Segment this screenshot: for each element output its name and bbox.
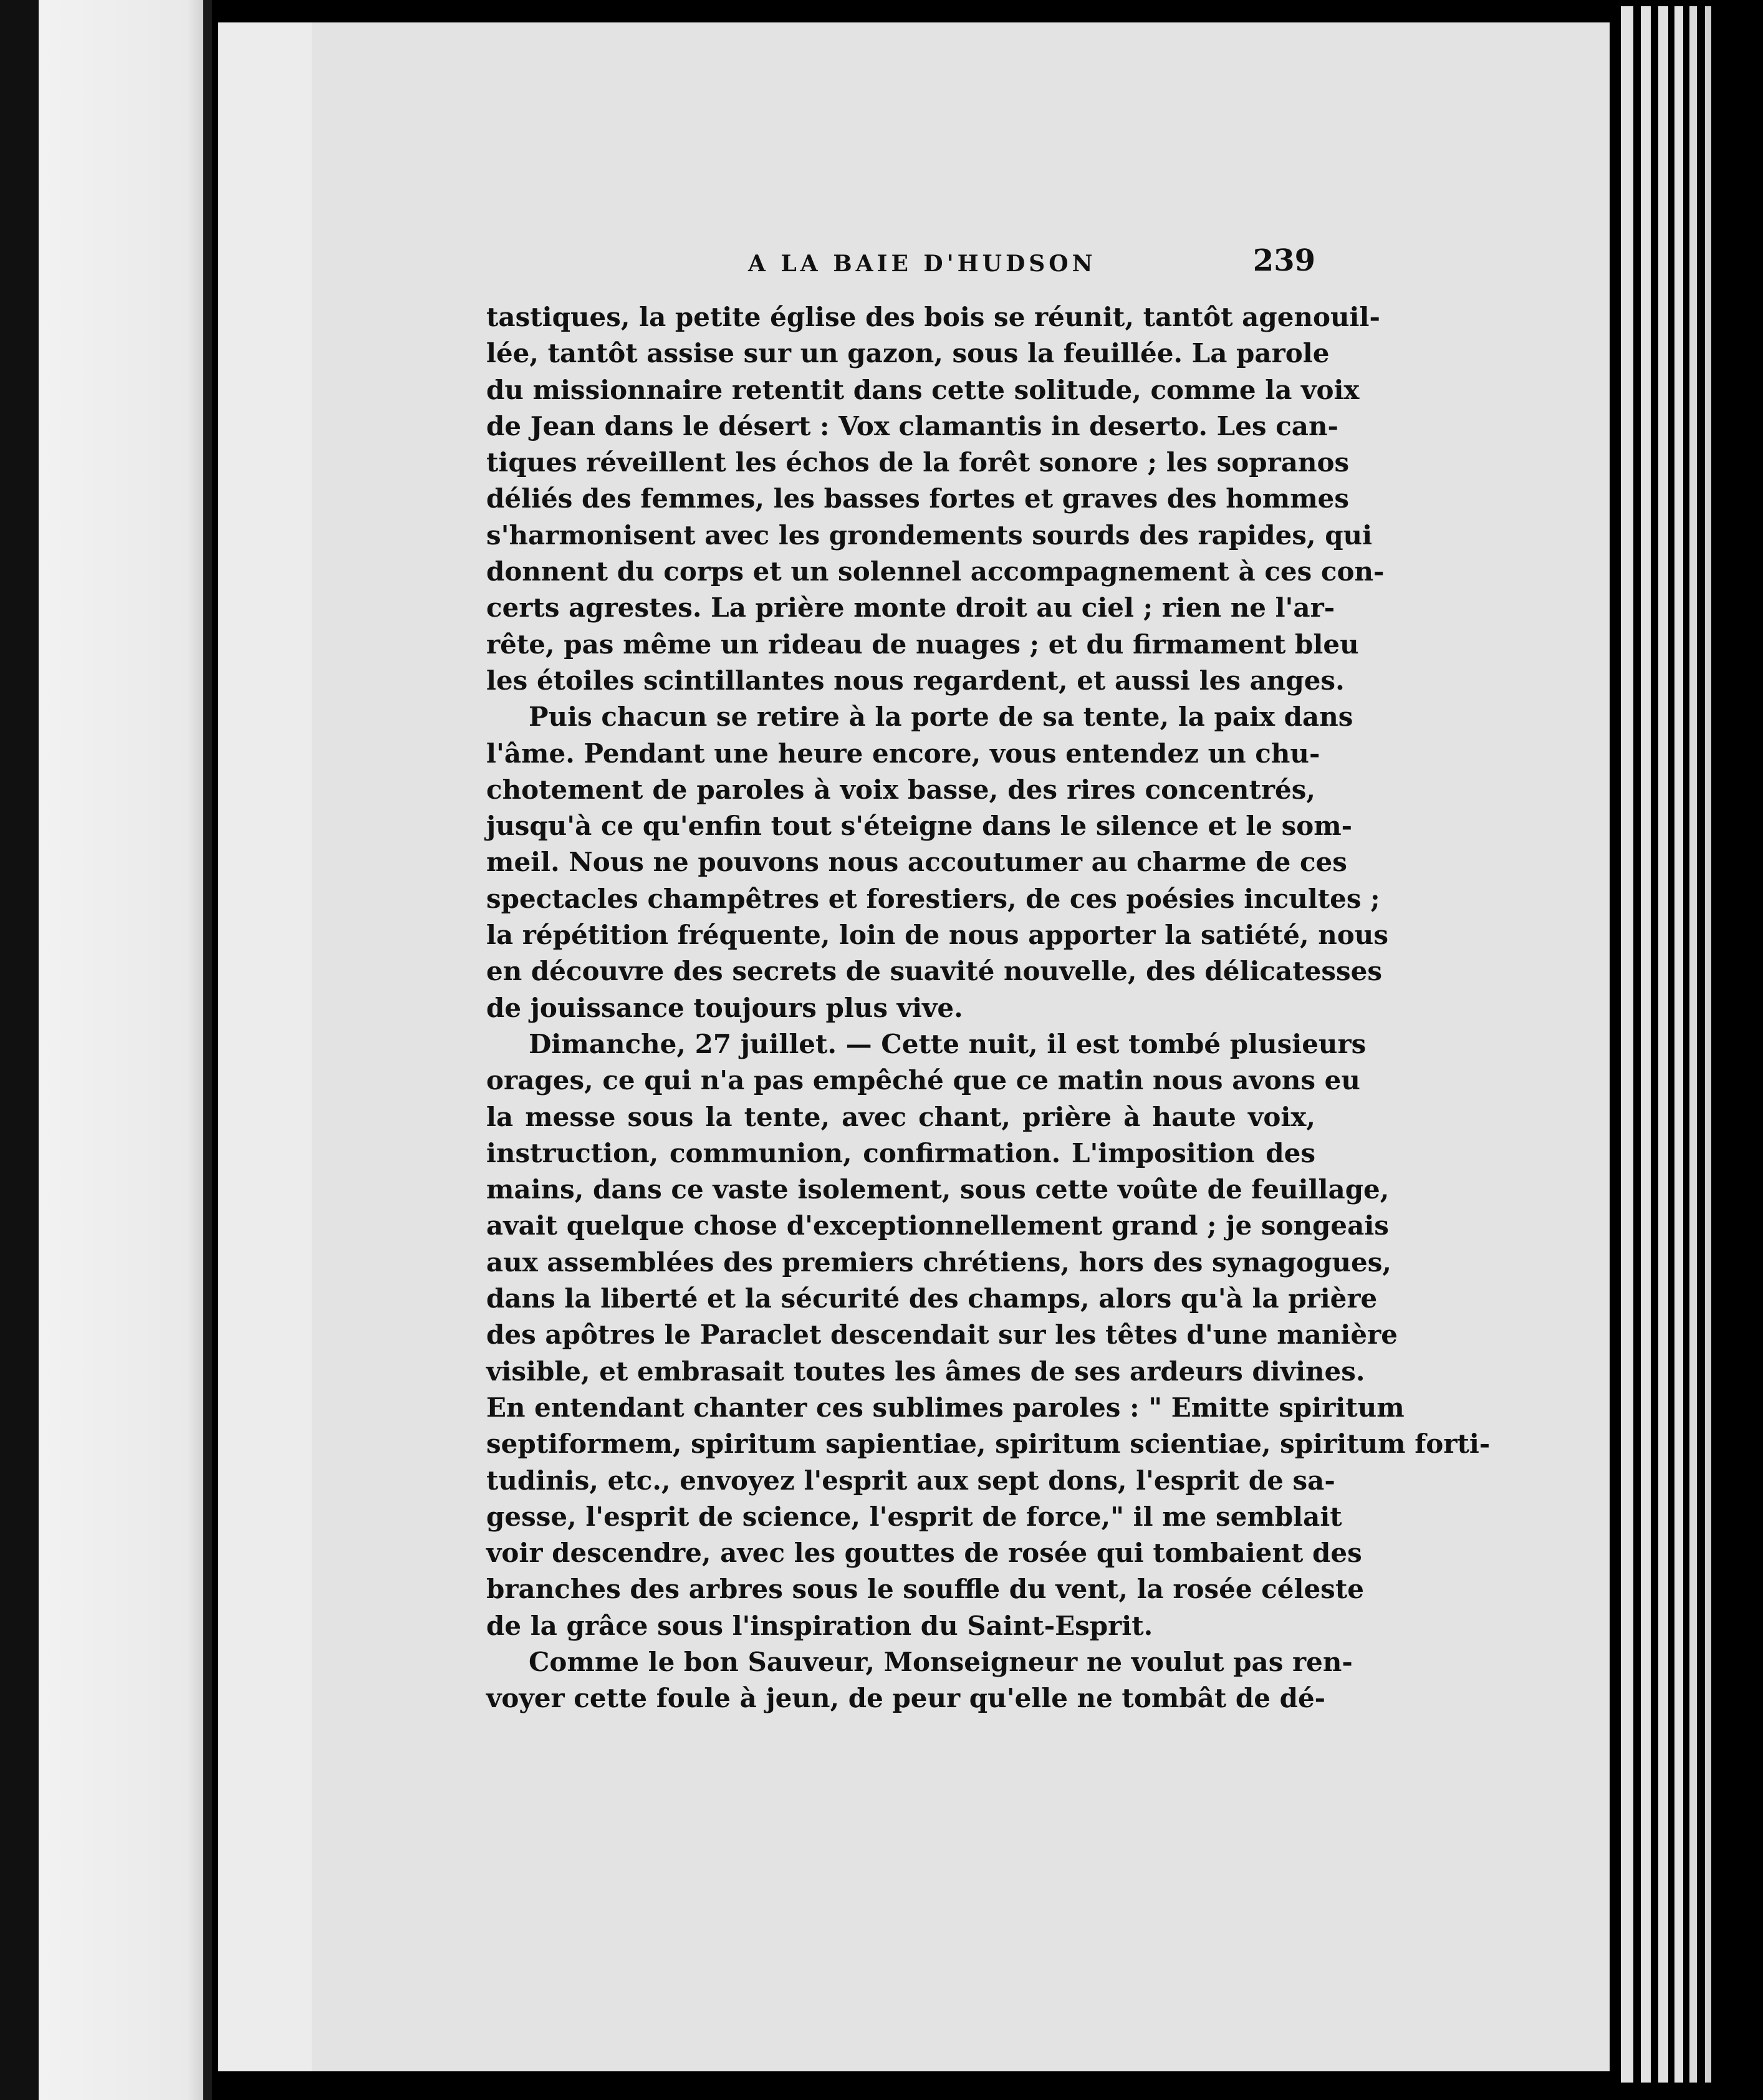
text-line: avait quelque chose d'exceptionnellement grand ; je songeais xyxy=(486,1210,1389,1241)
text-line: l'âme. Pendant une heure encore, vous entendez un chu- xyxy=(486,738,1320,769)
text-line: tudinis, etc., envoyez l'esprit aux sept dons, l'esprit de sa- xyxy=(486,1465,1335,1496)
text-line: Dimanche, 27 juillet. — Cette nuit, il est tombé plusieurs xyxy=(529,1028,1367,1059)
text-line: jusqu'à ce qu'enfin tout s'éteigne dans le silence et le som- xyxy=(486,811,1353,842)
text-line: tiques réveillent les échos de la forêt sonore ; les sopranos xyxy=(486,447,1350,478)
text-line: tastiques, la petite église des bois se réunit, tantôt agenouil- xyxy=(486,302,1380,332)
text-line: du missionnaire retentit dans cette solitude, comme la voix xyxy=(486,374,1360,405)
paragraph xyxy=(486,699,1388,1026)
text-line: en découvre des secrets de suavité nouvelle, des délicatesses xyxy=(486,956,1383,987)
text-line: instruction, communion, confirmation. L'imposition des xyxy=(486,1137,1315,1168)
left-page-edge xyxy=(0,0,212,2100)
text-line: spectacles champêtres et forestiers, de ces poésies incultes ; xyxy=(486,883,1380,914)
page-stack-edge xyxy=(1621,6,1633,2083)
text-line: mains, dans ce vaste isolement, sous cette voûte de feuillage, xyxy=(486,1174,1390,1205)
page-header xyxy=(486,243,1315,287)
page-stack-edge xyxy=(1689,6,1697,2083)
text-line: Puis chacun se retire à la porte de sa tente, la paix dans xyxy=(529,701,1353,733)
text-line: aux assemblées des premiers chrétiens, hors des synagogues, xyxy=(486,1246,1392,1278)
page-number: 239 xyxy=(1252,243,1315,278)
text-line: voir descendre, avec les gouttes de rosée qui tombaient des xyxy=(486,1538,1362,1569)
page-stack-edge xyxy=(1658,6,1668,2083)
text-line: déliés des femmes, les basses fortes et graves des hommes xyxy=(486,483,1350,514)
text-line: gesse, l'esprit de science, l'esprit de force," il me semblait xyxy=(486,1501,1342,1532)
paragraph xyxy=(486,1644,1353,1717)
text-line: En entendant chanter ces sublimes paroles : " Emitte spiritum xyxy=(486,1392,1405,1423)
text-line: donnent du corps et un solennel accompagnement à ces con- xyxy=(486,556,1385,587)
text-line: rête, pas même un rideau de nuages ; et du firmament bleu xyxy=(486,629,1359,660)
text-line: dans la liberté et la sécurité des champs, alors qu'à la prière xyxy=(486,1283,1378,1314)
text-line: voyer cette foule à jeun, de peur qu'elle ne tombât de dé- xyxy=(486,1683,1326,1714)
text-line: chotement de paroles à voix basse, des rires concentrés, xyxy=(486,774,1315,805)
text-line: meil. Nous ne pouvons nous accoutumer au charme de ces xyxy=(486,847,1347,878)
text-line: visible, et embrasait toutes les âmes de ses ardeurs divines. xyxy=(486,1356,1365,1387)
text-line: septiformem, spiritum sapientiae, spiritum scientiae, spiritum forti- xyxy=(486,1428,1491,1460)
page-stack-edge xyxy=(1641,6,1651,2083)
text-line: de jouissance toujours plus vive. xyxy=(486,992,963,1023)
page-stack-edge xyxy=(1705,6,1711,2083)
paragraph xyxy=(486,299,1385,699)
page-stack-edge xyxy=(1674,6,1683,2083)
text-line: lée, tantôt assise sur un gazon, sous la feuillée. La parole xyxy=(486,338,1330,369)
text-line: la messe sous la tente, avec chant, prière à haute voix, xyxy=(486,1101,1315,1132)
text-line: la répétition fréquente, loin de nous apporter la satiété, nous xyxy=(486,920,1388,951)
paragraph xyxy=(486,1026,1491,1644)
text-line: de la grâce sous l'inspiration du Saint-Esprit. xyxy=(486,1610,1153,1641)
page-fold xyxy=(203,0,212,2100)
text-line: de Jean dans le désert : Vox clamantis in deserto. Les can- xyxy=(486,410,1338,441)
body-text xyxy=(486,299,1491,1717)
text-line: certs agrestes. La prière monte droit au ciel ; rien ne l'ar- xyxy=(486,592,1335,624)
text-line: des apôtres le Paraclet descendait sur les têtes d'une manière xyxy=(486,1319,1398,1351)
text-line: les étoiles scintillantes nous regardent, et aussi les anges. xyxy=(486,665,1345,696)
text-line: s'harmonisent avec les grondements sourds des rapides, qui xyxy=(486,519,1373,551)
text-line: Comme le bon Sauveur, Monseigneur ne voulut pas ren- xyxy=(529,1646,1353,1677)
text-line: orages, ce qui n'a pas empêché que ce matin nous avons eu xyxy=(486,1065,1360,1096)
text-line: branches des arbres sous le souffle du vent, la rosée céleste xyxy=(486,1574,1364,1605)
running-head: A LA BAIE D'HUDSON xyxy=(748,251,1097,277)
